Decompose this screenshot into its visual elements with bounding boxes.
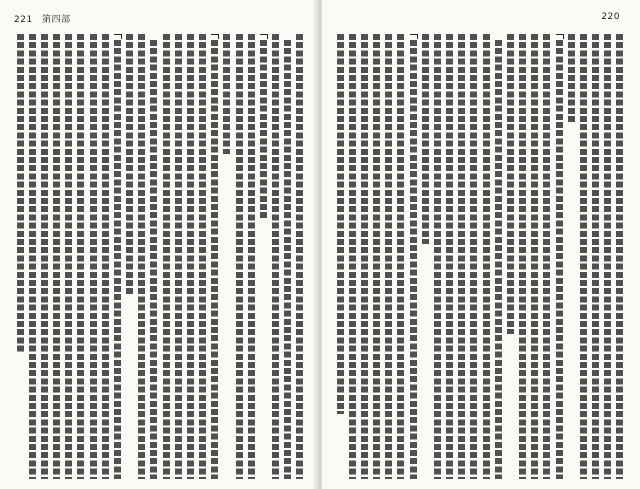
text-column [77, 34, 84, 479]
left-text-columns [14, 34, 306, 479]
text-line-segment [29, 34, 36, 479]
quote-bracket [260, 34, 268, 39]
text-line-segment [604, 34, 611, 479]
text-column [284, 34, 291, 479]
text-column [211, 34, 218, 479]
text-line-segment [580, 34, 587, 479]
text-column [260, 34, 267, 479]
quote-bracket [410, 34, 418, 39]
text-line-segment [349, 34, 356, 479]
text-line-segment [163, 34, 170, 479]
text-line-segment [90, 34, 97, 479]
text-column [531, 34, 538, 479]
text-column [126, 34, 133, 479]
text-column [446, 34, 453, 479]
text-column [568, 34, 575, 479]
text-line-segment [17, 34, 24, 354]
text-column [41, 34, 48, 479]
text-line-segment [410, 40, 417, 479]
left-page-number: 221 [14, 15, 33, 25]
text-column [519, 34, 526, 479]
text-line-segment [296, 34, 303, 479]
text-line-segment [272, 34, 279, 479]
right-page-header [601, 12, 626, 22]
text-column [150, 34, 157, 479]
text-column [592, 34, 599, 479]
text-column [199, 34, 206, 479]
quote-bracket [211, 34, 219, 39]
text-line-segment [483, 34, 490, 479]
text-column [236, 34, 243, 479]
right-text-columns [334, 34, 626, 479]
text-column [604, 34, 611, 479]
text-line-segment [616, 34, 623, 479]
text-column [495, 34, 502, 479]
text-line-segment [211, 40, 218, 479]
text-column [458, 34, 465, 479]
text-line-segment [223, 34, 230, 154]
text-column [114, 34, 121, 479]
text-column [483, 34, 490, 479]
text-column [507, 34, 514, 479]
text-line-segment [434, 34, 441, 479]
text-line-segment [65, 34, 72, 479]
text-column [434, 34, 441, 479]
text-line-segment [114, 40, 121, 479]
text-column [543, 34, 550, 479]
text-column [361, 34, 368, 479]
text-column [337, 34, 344, 479]
text-line-segment [568, 34, 575, 124]
text-line-segment [284, 40, 291, 479]
text-line-segment [470, 34, 477, 479]
text-line-segment [77, 34, 84, 479]
text-column [422, 34, 429, 479]
left-page [0, 0, 318, 489]
text-line-segment [337, 34, 344, 414]
text-column [349, 34, 356, 479]
text-line-segment [556, 40, 563, 479]
text-column [556, 34, 563, 479]
text-line-segment [458, 34, 465, 479]
text-column [385, 34, 392, 479]
text-column [616, 34, 623, 479]
text-line-segment [199, 34, 206, 479]
text-column [17, 34, 24, 479]
left-page-header [14, 12, 71, 25]
text-line-segment [397, 34, 404, 479]
text-line-segment [531, 34, 538, 479]
text-line-segment [385, 34, 392, 479]
text-line-segment [543, 34, 550, 479]
text-column [53, 34, 60, 479]
text-column [102, 34, 109, 479]
text-line-segment [150, 40, 157, 479]
text-column [248, 34, 255, 479]
text-line-segment [519, 34, 526, 479]
quote-bracket [556, 34, 564, 39]
text-line-segment [422, 34, 429, 244]
text-line-segment [248, 34, 255, 479]
text-line-segment [41, 34, 48, 479]
text-line-segment [373, 34, 380, 479]
text-line-segment [187, 34, 194, 479]
left-running-head: 第四部 [42, 15, 71, 25]
text-column [470, 34, 477, 479]
text-column [223, 34, 230, 479]
text-column [580, 34, 587, 479]
right-page-number: 220 [601, 12, 620, 22]
text-column [29, 34, 36, 479]
text-column [272, 34, 279, 479]
text-line-segment [126, 34, 133, 294]
text-column [296, 34, 303, 479]
text-line-segment [361, 34, 368, 479]
text-line-segment [260, 40, 267, 220]
text-column [373, 34, 380, 479]
text-column [163, 34, 170, 479]
text-column [410, 34, 417, 479]
right-page [322, 0, 640, 489]
text-line-segment [592, 34, 599, 479]
text-line-segment [446, 34, 453, 479]
text-line-segment [175, 34, 182, 479]
text-column [65, 34, 72, 479]
text-column [138, 34, 145, 479]
text-column [187, 34, 194, 479]
text-column [397, 34, 404, 479]
text-column [90, 34, 97, 479]
text-line-segment [507, 34, 514, 334]
text-line-segment [53, 34, 60, 479]
text-line-segment [102, 34, 109, 479]
text-column [175, 34, 182, 479]
text-line-segment [495, 40, 502, 479]
text-line-segment [236, 34, 243, 479]
quote-bracket [114, 34, 122, 39]
text-line-segment [138, 34, 145, 479]
